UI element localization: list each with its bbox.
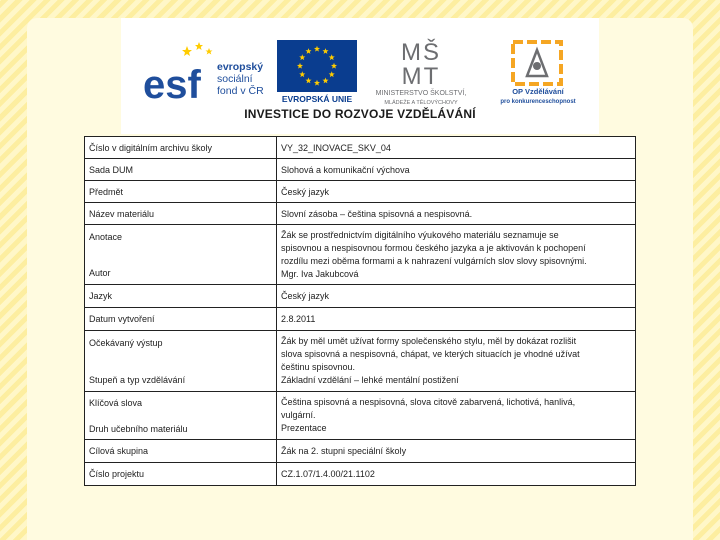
msmt-mark-top: MŠ <box>401 39 441 66</box>
row-label: Cílová skupina <box>85 440 277 463</box>
eu-label: EVROPSKÁ UNIE <box>281 94 353 104</box>
value-line: spisovnou a nespisovnou formou českého jazyka a je aktivován k pochopení <box>281 242 586 253</box>
row-label: Sada DUM <box>85 159 277 181</box>
table-row <box>85 225 636 285</box>
row-value: Český jazyk <box>277 181 636 203</box>
esf-abbr: esf <box>143 63 201 104</box>
value-line: Žák se prostřednictvím digitálního výukového materiálu seznamuje se <box>281 229 559 240</box>
stupen-label: Stupeň a typ vzdělávání <box>89 374 186 385</box>
table-row <box>85 463 636 486</box>
esf-logo <box>141 40 269 104</box>
op-emblem-icon <box>513 42 561 84</box>
row-value-stacked <box>277 392 636 440</box>
logo-banner <box>121 18 599 134</box>
table-row <box>85 308 636 331</box>
row-value: 2.8.2011 <box>277 308 636 331</box>
table-row <box>85 392 636 440</box>
esf-line-2: sociální <box>217 73 253 85</box>
msmt-line-1: MINISTERSTVO ŠKOLSTVÍ, <box>375 90 467 97</box>
row-value: CZ.1.07/1.4.00/21.1102 <box>277 463 636 486</box>
value-line: Mgr. Iva Jakubcová <box>281 268 359 279</box>
row-label-stacked <box>85 392 277 440</box>
value-line: Základní vzdělání – lehké mentální postižení <box>281 375 459 385</box>
row-label: Datum vytvoření <box>85 308 277 331</box>
anotace-label: Anotace <box>89 232 123 242</box>
druh-label: Druh učebního materiálu <box>89 424 188 434</box>
autor-label: Autor <box>89 268 111 278</box>
row-value: Český jazyk <box>277 285 636 308</box>
value-line: Prezentace <box>281 423 327 433</box>
value-line: vulgární. <box>281 410 316 420</box>
row-label-stacked <box>85 225 277 285</box>
esf-line-3: fond v ČR <box>217 85 264 97</box>
value-line: slova spisovná a nespisovná, chápat, ve kterých situacích je vhodné užívat <box>281 349 580 359</box>
table-row <box>85 285 636 308</box>
table-row <box>85 331 636 392</box>
banner-caption: INVESTICE DO ROZVOJE VZDĚLÁVÁNÍ <box>244 107 476 121</box>
row-value: Slovní zásoba – čeština spisovná a nespisovná. <box>277 203 636 225</box>
table-row <box>85 440 636 463</box>
row-value: Žák na 2. stupni speciální školy <box>277 440 636 463</box>
value-line: Čeština spisovná a nespisovná, slova citově zabarvená, lichotivá, hanlivá, <box>281 397 576 407</box>
value-line: češtinu spisovnou. <box>281 362 356 372</box>
row-label: Číslo v digitálním archivu školy <box>85 137 277 159</box>
esf-stars-icon <box>182 42 213 56</box>
klicova-label: Klíčová slova <box>89 398 143 408</box>
table-row <box>85 181 636 203</box>
metadata-table <box>84 136 636 486</box>
op-logo <box>486 36 591 108</box>
eu-flag-logo <box>273 38 361 104</box>
row-label-stacked <box>85 331 277 392</box>
op-line-1: OP Vzdělávání <box>512 87 564 96</box>
msmt-line-2: MLÁDEŽE A TĚLOVÝCHOVY <box>384 100 458 106</box>
value-line: Žák by měl umět užívat formy společenského stylu, měl by dokázat rozlišit <box>281 336 577 346</box>
table-row <box>85 137 636 159</box>
msmt-mark-bottom: MT <box>401 63 441 90</box>
row-label: Číslo projektu <box>85 463 277 486</box>
row-value-stacked <box>277 225 636 285</box>
row-label: Předmět <box>85 181 277 203</box>
table-row <box>85 159 636 181</box>
row-value-stacked <box>277 331 636 392</box>
op-line-2: pro konkurenceschopnost <box>500 99 576 105</box>
table-row <box>85 203 636 225</box>
vystup-label: Očekávaný výstup <box>89 337 163 348</box>
row-label: Jazyk <box>85 285 277 308</box>
row-value: VY_32_INOVACE_SKV_04 <box>277 137 636 159</box>
msmt-logo <box>366 36 476 108</box>
value-line: rozdílu mezi oběma formami a k nahrazení vulgárních slov slovy spisovnými. <box>281 255 587 266</box>
esf-line-1: evropský <box>217 61 264 73</box>
row-label: Název materiálu <box>85 203 277 225</box>
row-value: Slohová a komunikační výchova <box>277 159 636 181</box>
